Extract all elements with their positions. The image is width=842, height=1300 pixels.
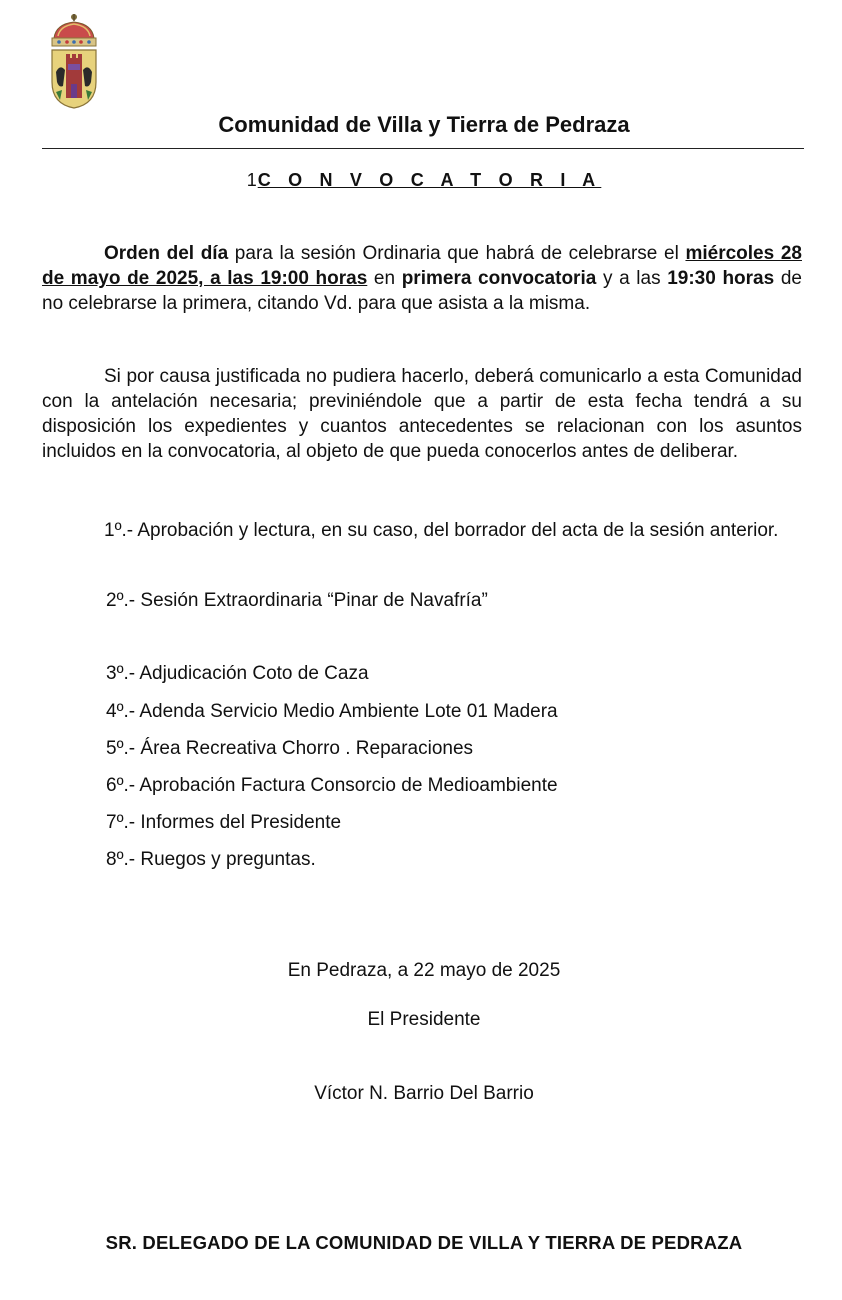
notice-paragraph: [42, 364, 802, 464]
agenda-item: 2º.- Sesión Extraordinaria “Pinar de Navafría”: [106, 590, 488, 611]
document-title: Comunidad de Villa y Tierra de Pedraza: [218, 112, 630, 137]
agenda-item: 7º.- Informes del Presidente: [106, 812, 342, 833]
heading-prefix: 1: [246, 170, 258, 190]
intro-first-call: primera convocatoria: [401, 268, 597, 289]
agenda-item: 4º.- Adenda Servicio Medio Ambiente Lote 01 Madera: [106, 701, 558, 722]
addressee: SR. DELEGADO DE LA COMUNIDAD DE VILLA Y TIERRA DE PEDRAZA: [105, 1232, 743, 1253]
notice-text: Si por causa justificada no pudiera hacerlo, deberá comunicarlo a esta Comunidad con la antelación necesaria; previniéndole que a partir de esta fecha tendrá a su disposición los expedientes y cuantos antecedentes se relacionan con los asuntos incluidos en la convocatoria, al objeto de que pueda conocerlos antes de deliberar.: [42, 366, 802, 462]
intro-order-label: Orden del día: [104, 243, 229, 264]
intro-text-2: en: [367, 268, 402, 289]
heading-word: C O N V O C A T O R I A: [257, 170, 602, 190]
agenda-item: 1º.- Aprobación y lectura, en su caso, del borrador del acta de la sesión anterior.: [104, 520, 779, 541]
signer-name: Víctor N. Barrio Del Barrio: [314, 1083, 534, 1104]
coat-of-arms-icon: [44, 12, 104, 110]
intro-text-3: y a las: [596, 268, 668, 289]
agenda-item: 8º.- Ruegos y preguntas.: [106, 849, 316, 870]
document-heading: [0, 170, 842, 191]
intro-date: miércoles 28 de mayo de 2025, a las 19:00 horas: [42, 243, 802, 289]
intro-text-1: para la sesión Ordinaria que habrá de celebrarse el: [228, 243, 686, 264]
intro-second-time: 19:30 horas: [667, 268, 775, 289]
intro-text-4: de no celebrarse la primera, citando Vd. para que asista a la misma.: [42, 268, 802, 314]
signer-role: El Presidente: [367, 1009, 481, 1030]
agenda-item: 5º.- Área Recreativa Chorro . Reparaciones: [106, 738, 474, 759]
agenda-item: 3º.- Adjudicación Coto de Caza: [106, 663, 369, 684]
title-divider: [42, 148, 804, 149]
place-date: En Pedraza, a 22 mayo de 2025: [287, 960, 561, 981]
agenda-item: 6º.- Aprobación Factura Consorcio de Medioambiente: [106, 775, 558, 796]
intro-paragraph: [42, 241, 802, 316]
